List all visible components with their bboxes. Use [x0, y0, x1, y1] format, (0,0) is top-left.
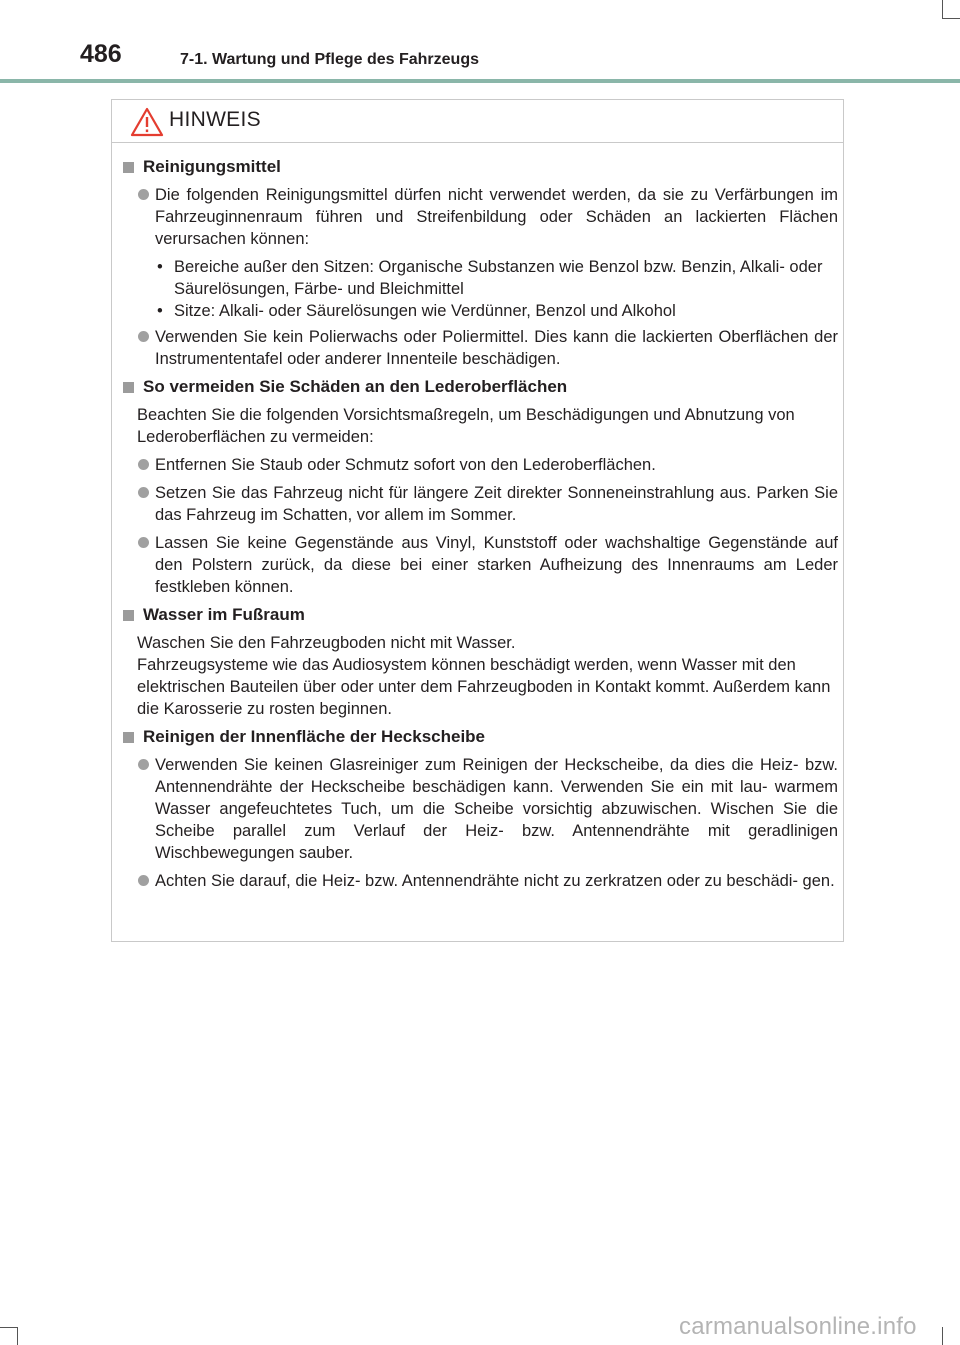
round-bullet-icon [138, 875, 149, 886]
chapter-title: 7-1. Wartung und Pflege des Fahrzeugs [180, 51, 479, 68]
square-bullet-icon [123, 610, 134, 621]
section-intro: Beachten Sie die folgenden Vorsichtsmaßregeln, um Beschädigungen und Abnutzung von Lederoberflächen zu vermeiden: [137, 406, 795, 446]
bullet-text: Verwenden Sie kein Polierwachs oder Poliermittel. Dies kann die lackierten Oberflächen der Instrumententafel oder anderer Innenteile beschädigen. [155, 328, 838, 368]
crop-mark-top-right-h [942, 18, 960, 19]
bullet-item [155, 532, 838, 598]
section-heading-text: Reinigen der Innenfläche der Heckscheibe [143, 727, 486, 746]
bullet-item [155, 454, 838, 476]
watermark: carmanualsonline.info [679, 1313, 917, 1340]
section-heading-heckscheibe [118, 726, 845, 748]
crop-mark-bottom-right-v [942, 1327, 943, 1345]
section-heading-text: So vermeiden Sie Schäden an den Lederoberflächen [143, 377, 568, 396]
notice-content [112, 156, 845, 898]
bullet-item [155, 482, 838, 526]
page-number: 486 [80, 40, 122, 68]
round-bullet-icon [138, 487, 149, 498]
section-heading-wasser [118, 604, 845, 626]
round-bullet-icon [138, 189, 149, 200]
square-bullet-icon [123, 162, 134, 173]
bullet-text: Setzen Sie das Fahrzeug nicht für längere Zeit direkter Sonneneinstrahlung aus. Parken Sie das Fahrzeug im Schatten, vor allem im Sommer. [155, 484, 838, 524]
crop-mark-top-right-v [942, 0, 943, 18]
sub-bullet-item [157, 300, 838, 322]
square-bullet-icon [123, 382, 134, 393]
crop-mark-bottom-left-h [0, 1327, 18, 1328]
notice-header [112, 100, 843, 143]
header-rule [0, 79, 960, 83]
warning-triangle-icon [130, 107, 164, 137]
bullet-text: Achten Sie darauf, die Heiz- bzw. Antennendrähte nicht zu zerkratzen oder zu beschädi- gen. [155, 872, 835, 890]
square-bullet-icon [123, 732, 134, 743]
sub-bullet-text: Bereiche außer den Sitzen: Organische Substanzen wie Benzol bzw. Benzin, Alkali- oder Säurelösungen, Färbe- und Bleichmittel [174, 258, 823, 298]
bullet-item [155, 184, 838, 250]
bullet-text: Verwenden Sie keinen Glasreiniger zum Reinigen der Heckscheibe, da dies die Heiz- bzw. Antennendrähte der Heckscheibe beschädigen kann. Verwenden Sie ein mit lau- warmem Wasser angefeuchtetes Tuch, um die Scheibe vorsichtig abzuwischen. Wischen Sie die Scheibe parallel zum Verlauf der Heiz- bzw. Antennendrähte mit geradlinigen Wischbewegungen sauber. [155, 756, 838, 862]
sub-bullet-text: Sitze: Alkali- oder Säurelösungen wie Verdünner, Benzol und Alkohol [174, 302, 676, 320]
notice-title: HINWEIS [169, 108, 261, 131]
section-heading-leder [118, 376, 845, 398]
middot-bullet-icon: • [157, 302, 163, 320]
round-bullet-icon [138, 759, 149, 770]
bullet-item [155, 326, 838, 370]
bullet-text: Lassen Sie keine Gegenstände aus Vinyl, Kunststoff oder wachshaltige Gegenstände auf den Polstern zurück, da diese bei einer starken Aufheizung des Innenraums am Leder festkleben können. [155, 534, 838, 596]
middot-bullet-icon: • [157, 258, 163, 276]
section-paragraph: Fahrzeugsysteme wie das Audiosystem können beschädigt werden, wenn Wasser mit den elektrischen Bauteilen über oder unter dem Fahrzeugboden in Kontakt kommt. Außerdem kann die Karosserie zu rosten beginnen. [137, 656, 831, 718]
bullet-text: Entfernen Sie Staub oder Schmutz sofort von den Lederoberflächen. [155, 456, 656, 474]
notice-box [111, 99, 844, 942]
round-bullet-icon [138, 331, 149, 342]
bullet-item [155, 870, 838, 892]
section-heading-text: Reinigungsmittel [143, 157, 281, 176]
section-heading-reinigungsmittel [118, 156, 845, 178]
crop-mark-bottom-left-v [17, 1327, 18, 1345]
section-paragraph: Waschen Sie den Fahrzeugboden nicht mit Wasser. [137, 634, 516, 652]
bullet-text: Die folgenden Reinigungsmittel dürfen nicht verwendet werden, da sie zu Verfärbungen im Fahrzeuginnenraum führen und Streifenbildung oder Schäden an lackierten Flächen verursachen können: [155, 186, 838, 248]
sub-bullet-item [157, 256, 838, 300]
round-bullet-icon [138, 537, 149, 548]
round-bullet-icon [138, 459, 149, 470]
section-heading-text: Wasser im Fußraum [143, 605, 305, 624]
bullet-item [155, 754, 838, 864]
